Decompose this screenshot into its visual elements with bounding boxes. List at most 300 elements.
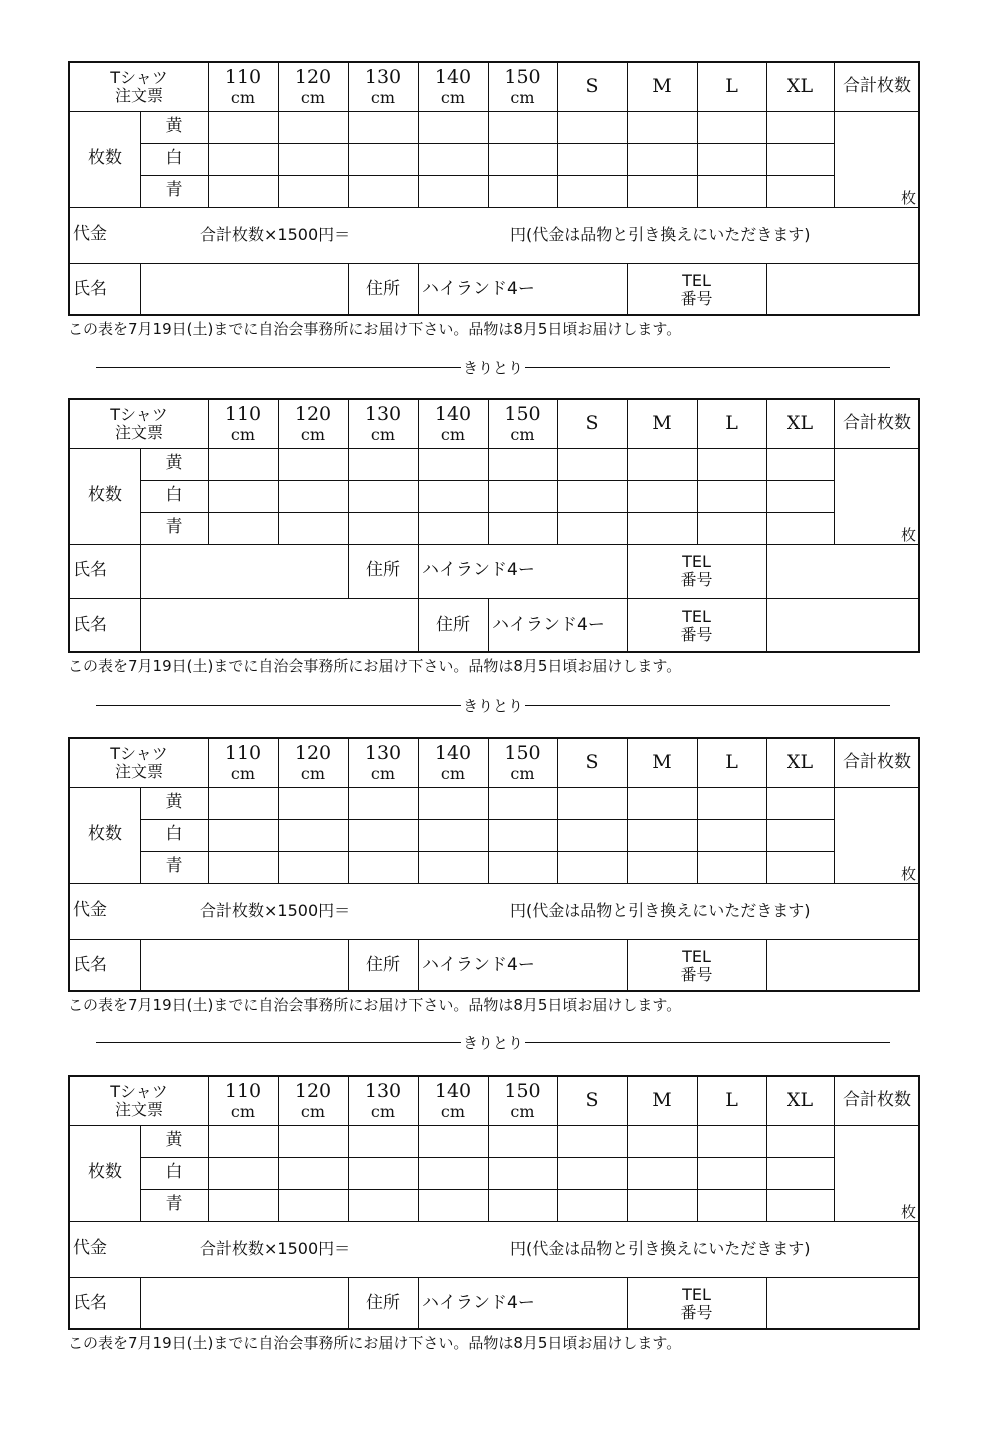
grid-line [627,598,628,653]
total-count-cell[interactable]: 枚 [900,865,916,884]
grid-line [70,544,920,545]
order-table [68,61,920,316]
name-label-2: 氏名 [73,614,107,635]
grid-line [418,63,419,207]
size-header-l: L [725,751,738,774]
quantity-cell[interactable] [627,819,697,851]
quantity-cell[interactable] [627,448,697,480]
quantity-cell[interactable] [627,480,697,512]
grid-line [488,63,489,207]
size-unit: cm [370,1101,396,1121]
grid-line [418,263,419,316]
quantity-cell[interactable] [557,1157,627,1189]
quantity-cell[interactable] [488,851,557,883]
size-header-xl: XL [786,1089,814,1112]
size-number: 110 [224,66,262,89]
quantity-cell[interactable] [348,143,418,175]
quantity-cell[interactable] [348,480,418,512]
quantity-cell[interactable] [418,111,488,143]
color-label-0: 黄 [165,1130,183,1151]
quantity-cell[interactable] [766,851,834,883]
quantity-cell[interactable] [278,448,348,480]
payment-amount-field[interactable] [400,1221,510,1277]
size-unit: cm [440,763,466,783]
quantity-cell[interactable] [557,480,627,512]
size-unit: cm [440,424,466,444]
grid-line [697,1077,698,1221]
quantity-cell[interactable] [627,111,697,143]
grid-line [140,512,834,513]
payment-formula: 合計枚数×1500円＝ [200,901,351,921]
address-label: 住所 [366,278,400,299]
tel-line2: 番号 [680,624,713,644]
size-number: 110 [224,742,262,765]
quantity-cell[interactable] [208,1189,278,1221]
quantity-cell[interactable] [208,1125,278,1157]
grid-line [418,544,419,598]
quantity-cell[interactable] [418,448,488,480]
quantity-cell[interactable] [348,512,418,544]
address-field[interactable]: ハイランド4ー [422,560,535,581]
quantity-label: 枚数 [88,1162,122,1183]
size-number: 110 [224,1080,262,1103]
quantity-cell[interactable] [278,175,348,207]
quantity-cell[interactable] [627,512,697,544]
grid-line [697,63,698,207]
quantity-cell[interactable] [488,480,557,512]
quantity-cell[interactable] [208,480,278,512]
color-label-1: 白 [165,1162,183,1183]
quantity-cell[interactable] [697,851,766,883]
quantity-cell[interactable] [278,512,348,544]
size-number: 140 [434,742,472,765]
quantity-cell[interactable] [488,787,557,819]
size-header-3 [418,63,488,111]
form-title [70,63,208,111]
quantity-cell[interactable] [278,851,348,883]
grid-line [348,63,349,207]
size-header-4 [488,63,557,111]
size-unit: cm [230,763,256,783]
size-header-m: M [652,751,672,774]
cut-label: きりとり [463,1033,524,1052]
quantity-cell[interactable] [208,143,278,175]
grid-line [140,143,834,144]
grid-line [697,739,698,883]
quantity-cell[interactable] [697,480,766,512]
color-label-0: 黄 [165,453,183,474]
size-number: 130 [364,66,402,89]
payment-note: 円(代金は品物と引き換えにいただきます) [510,901,811,921]
size-number: 140 [434,66,472,89]
grid-line [70,787,920,788]
grid-line [834,63,835,207]
grid-line [140,939,141,992]
size-header-3 [418,400,488,448]
quantity-cell[interactable] [348,1189,418,1221]
size-number: 120 [294,742,332,765]
total-count-cell[interactable]: 枚 [900,189,916,208]
quantity-cell[interactable] [557,448,627,480]
size-header-l: L [725,75,738,98]
size-number: 120 [294,403,332,426]
grid-line [418,739,419,883]
size-header-1 [278,63,348,111]
name-field-2[interactable] [140,598,418,653]
grid-line [766,739,767,883]
size-header-0 [208,63,278,111]
grid-line [557,63,558,207]
tel-line2: 番号 [680,1302,713,1322]
quantity-cell[interactable] [208,819,278,851]
grid-line [140,819,834,820]
quantity-cell[interactable] [348,111,418,143]
size-unit: cm [300,1101,326,1121]
tel-line1: TEL [682,270,711,290]
size-header-xl: XL [786,751,814,774]
size-header-2 [348,1077,418,1125]
size-unit: cm [230,424,256,444]
quantity-label: 枚数 [88,148,122,169]
quantity-cell[interactable] [488,448,557,480]
grid-line [488,400,489,544]
size-header-m: M [652,75,672,98]
tel-field[interactable] [766,263,920,316]
quantity-cell[interactable] [766,143,834,175]
quantity-cell[interactable] [766,111,834,143]
name-label: 氏名 [73,954,107,975]
quantity-cell[interactable] [208,111,278,143]
quantity-cell[interactable] [557,819,627,851]
size-header-4 [488,739,557,787]
quantity-cell[interactable] [418,851,488,883]
grid-line [557,1077,558,1221]
grid-line [208,739,209,883]
payment-label: 代金 [73,900,107,921]
grid-line [140,851,834,852]
address-label: 住所 [366,954,400,975]
size-header-0 [208,739,278,787]
grid-line [348,1277,349,1330]
quantity-cell[interactable] [488,1157,557,1189]
notice-text: この表を7月19日(土)までに自治会事務所にお届け下さい。品物は8月5日頃お届けします。 [68,996,682,1014]
quantity-cell[interactable] [418,175,488,207]
quantity-cell[interactable] [278,1189,348,1221]
order-table [68,737,920,992]
quantity-cell[interactable] [348,448,418,480]
name-field[interactable] [140,263,348,316]
quantity-cell[interactable] [766,175,834,207]
quantity-cell[interactable] [348,787,418,819]
grid-line [418,1277,419,1330]
size-number: 150 [504,1080,541,1103]
size-header-1 [278,739,348,787]
quantity-cell[interactable] [278,819,348,851]
grid-line [140,1157,834,1158]
grid-line [627,544,628,598]
form-title [70,400,208,448]
size-unit: cm [510,1101,535,1121]
quantity-cell[interactable] [697,448,766,480]
quantity-cell[interactable] [418,1157,488,1189]
tel-line1: TEL [682,552,711,572]
quantity-cell[interactable] [488,512,557,544]
cut-line-0 [96,357,890,377]
quantity-cell[interactable] [697,175,766,207]
quantity-cell[interactable] [208,175,278,207]
quantity-cell[interactable] [418,480,488,512]
grid-line [766,263,767,316]
size-header-s: S [585,751,599,774]
grid-line [70,448,920,449]
quantity-cell[interactable] [766,819,834,851]
total-count-cell[interactable]: 枚 [900,526,916,545]
address-field[interactable]: ハイランド4ー [422,278,535,299]
size-unit: cm [440,1101,466,1121]
grid-line [348,544,349,598]
total-count-header: 合計枚数 [843,76,911,97]
quantity-cell[interactable] [278,1125,348,1157]
quantity-cell[interactable] [627,1125,697,1157]
quantity-cell[interactable] [627,851,697,883]
quantity-cell[interactable] [627,1189,697,1221]
grid-line [418,400,419,544]
size-unit: cm [230,87,256,107]
tel-line1: TEL [682,1284,711,1304]
size-header-4 [488,400,557,448]
color-label-2: 青 [165,856,183,877]
quantity-cell[interactable] [766,448,834,480]
tel-field-2[interactable] [766,598,920,653]
size-number: 130 [364,403,402,426]
grid-line [278,400,279,544]
size-unit: cm [230,1101,256,1121]
quantity-cell[interactable] [627,1157,697,1189]
tel-line1: TEL [682,606,711,626]
quantity-cell[interactable] [208,512,278,544]
size-header-1 [278,1077,348,1125]
address-field-2[interactable]: ハイランド4ー [492,614,605,635]
grid-line [834,1077,835,1221]
grid-line [278,739,279,883]
tel-line1: TEL [682,946,711,966]
form-title-line2: 注文票 [114,86,163,105]
quantity-cell[interactable] [697,1125,766,1157]
address-label: 住所 [366,1292,400,1313]
quantity-cell[interactable] [627,787,697,819]
grid-line [557,739,558,883]
grid-line [348,263,349,316]
quantity-cell[interactable] [278,1157,348,1189]
size-header-3 [418,739,488,787]
quantity-cell[interactable] [208,448,278,480]
form-title-line2: 注文票 [114,423,163,442]
quantity-cell[interactable] [418,512,488,544]
size-header-2 [348,63,418,111]
cut-dash [525,1042,890,1043]
quantity-cell[interactable] [557,143,627,175]
address-field[interactable]: ハイランド4ー [422,1292,535,1313]
cut-dash [525,705,890,706]
size-unit: cm [370,763,396,783]
quantity-cell[interactable] [488,143,557,175]
address-label-2: 住所 [436,614,470,635]
quantity-cell[interactable] [208,787,278,819]
order-table [68,1075,920,1330]
name-field[interactable] [140,544,348,598]
grid-line [70,1221,920,1222]
quantity-cell[interactable] [557,111,627,143]
grid-line [766,400,767,544]
grid-line [140,1189,834,1190]
total-count-cell[interactable]: 枚 [900,1203,916,1222]
total-count-header: 合計枚数 [843,413,911,434]
quantity-cell[interactable] [208,1157,278,1189]
total-count-header: 合計枚数 [843,1090,911,1111]
quantity-cell[interactable] [348,1157,418,1189]
color-label-2: 青 [165,180,183,201]
grid-line [488,739,489,883]
grid-line [418,1077,419,1221]
grid-line [208,63,209,207]
quantity-cell[interactable] [766,1125,834,1157]
name-label: 氏名 [73,278,107,299]
tel-line2: 番号 [680,570,713,589]
size-number: 110 [224,403,262,426]
grid-line [140,598,141,653]
quantity-cell[interactable] [557,1125,627,1157]
grid-line [140,1277,141,1330]
payment-amount-field[interactable] [400,207,510,263]
quantity-cell[interactable] [418,787,488,819]
cut-line-2 [96,1032,890,1052]
quantity-cell[interactable] [278,143,348,175]
quantity-cell[interactable] [697,1157,766,1189]
quantity-cell[interactable] [557,851,627,883]
size-header-s: S [585,412,599,435]
grid-line [140,480,834,481]
tel-line2: 番号 [680,964,713,984]
quantity-cell[interactable] [766,1189,834,1221]
grid-line [278,1077,279,1221]
grid-line [557,400,558,544]
grid-line [766,598,767,653]
quantity-cell[interactable] [208,851,278,883]
quantity-cell[interactable] [766,1157,834,1189]
address-field[interactable]: ハイランド4ー [422,954,535,975]
quantity-cell[interactable] [348,175,418,207]
quantity-cell[interactable] [348,851,418,883]
size-header-0 [208,1077,278,1125]
grid-line [70,263,920,264]
quantity-cell[interactable] [488,175,557,207]
form-title [70,1077,208,1125]
grid-line [70,1125,920,1126]
quantity-cell[interactable] [278,111,348,143]
quantity-cell[interactable] [697,143,766,175]
quantity-cell[interactable] [557,787,627,819]
quantity-cell[interactable] [278,787,348,819]
size-unit: cm [510,763,535,783]
grid-line [70,1277,920,1278]
grid-line [208,1077,209,1221]
quantity-cell[interactable] [557,512,627,544]
size-number: 140 [434,403,472,426]
size-unit: cm [370,87,396,107]
name-field[interactable] [140,939,348,992]
quantity-cell[interactable] [488,1125,557,1157]
quantity-cell[interactable] [557,1189,627,1221]
quantity-cell[interactable] [488,1189,557,1221]
tel-line2: 番号 [680,288,713,308]
quantity-cell[interactable] [418,1125,488,1157]
quantity-cell[interactable] [278,480,348,512]
quantity-cell[interactable] [697,819,766,851]
quantity-cell[interactable] [627,143,697,175]
quantity-cell[interactable] [418,143,488,175]
quantity-cell[interactable] [348,1125,418,1157]
color-label-1: 白 [165,148,183,169]
size-header-s: S [585,1089,599,1112]
tel-field[interactable] [766,544,920,598]
color-label-2: 青 [165,517,183,538]
tel-field[interactable] [766,939,920,992]
quantity-cell[interactable] [766,787,834,819]
notice-text: この表を7月19日(土)までに自治会事務所にお届け下さい。品物は8月5日頃お届けします。 [68,657,682,675]
name-label: 氏名 [73,1292,107,1313]
size-header-m: M [652,1089,672,1112]
cut-dash [525,367,890,368]
size-header-l: L [725,1089,738,1112]
size-number: 140 [434,1080,472,1103]
size-unit: cm [510,424,535,444]
form-title-line1: Tシャツ [110,405,168,425]
tel-field[interactable] [766,1277,920,1330]
quantity-cell[interactable] [418,1189,488,1221]
grid-line [834,739,835,883]
quantity-cell[interactable] [766,480,834,512]
payment-amount-field[interactable] [400,883,510,939]
quantity-cell[interactable] [697,111,766,143]
quantity-cell[interactable] [488,819,557,851]
grid-line [766,939,767,992]
grid-line [766,63,767,207]
cut-dash [96,1042,461,1043]
grid-line [627,739,628,883]
quantity-cell[interactable] [488,111,557,143]
name-field[interactable] [140,1277,348,1330]
quantity-cell[interactable] [348,819,418,851]
grid-line [208,400,209,544]
quantity-cell[interactable] [697,512,766,544]
grid-line [627,400,628,544]
quantity-cell[interactable] [418,819,488,851]
form-title-line1: Tシャツ [110,744,168,764]
grid-line [627,263,628,316]
grid-line [140,544,141,598]
size-header-1 [278,400,348,448]
quantity-cell[interactable] [697,787,766,819]
quantity-cell[interactable] [766,512,834,544]
tel-label [627,939,766,992]
quantity-cell[interactable] [627,175,697,207]
quantity-cell[interactable] [557,175,627,207]
quantity-cell[interactable] [697,1189,766,1221]
name-label: 氏名 [73,560,107,581]
grid-line [834,400,835,544]
size-header-l: L [725,412,738,435]
color-label-1: 白 [165,824,183,845]
